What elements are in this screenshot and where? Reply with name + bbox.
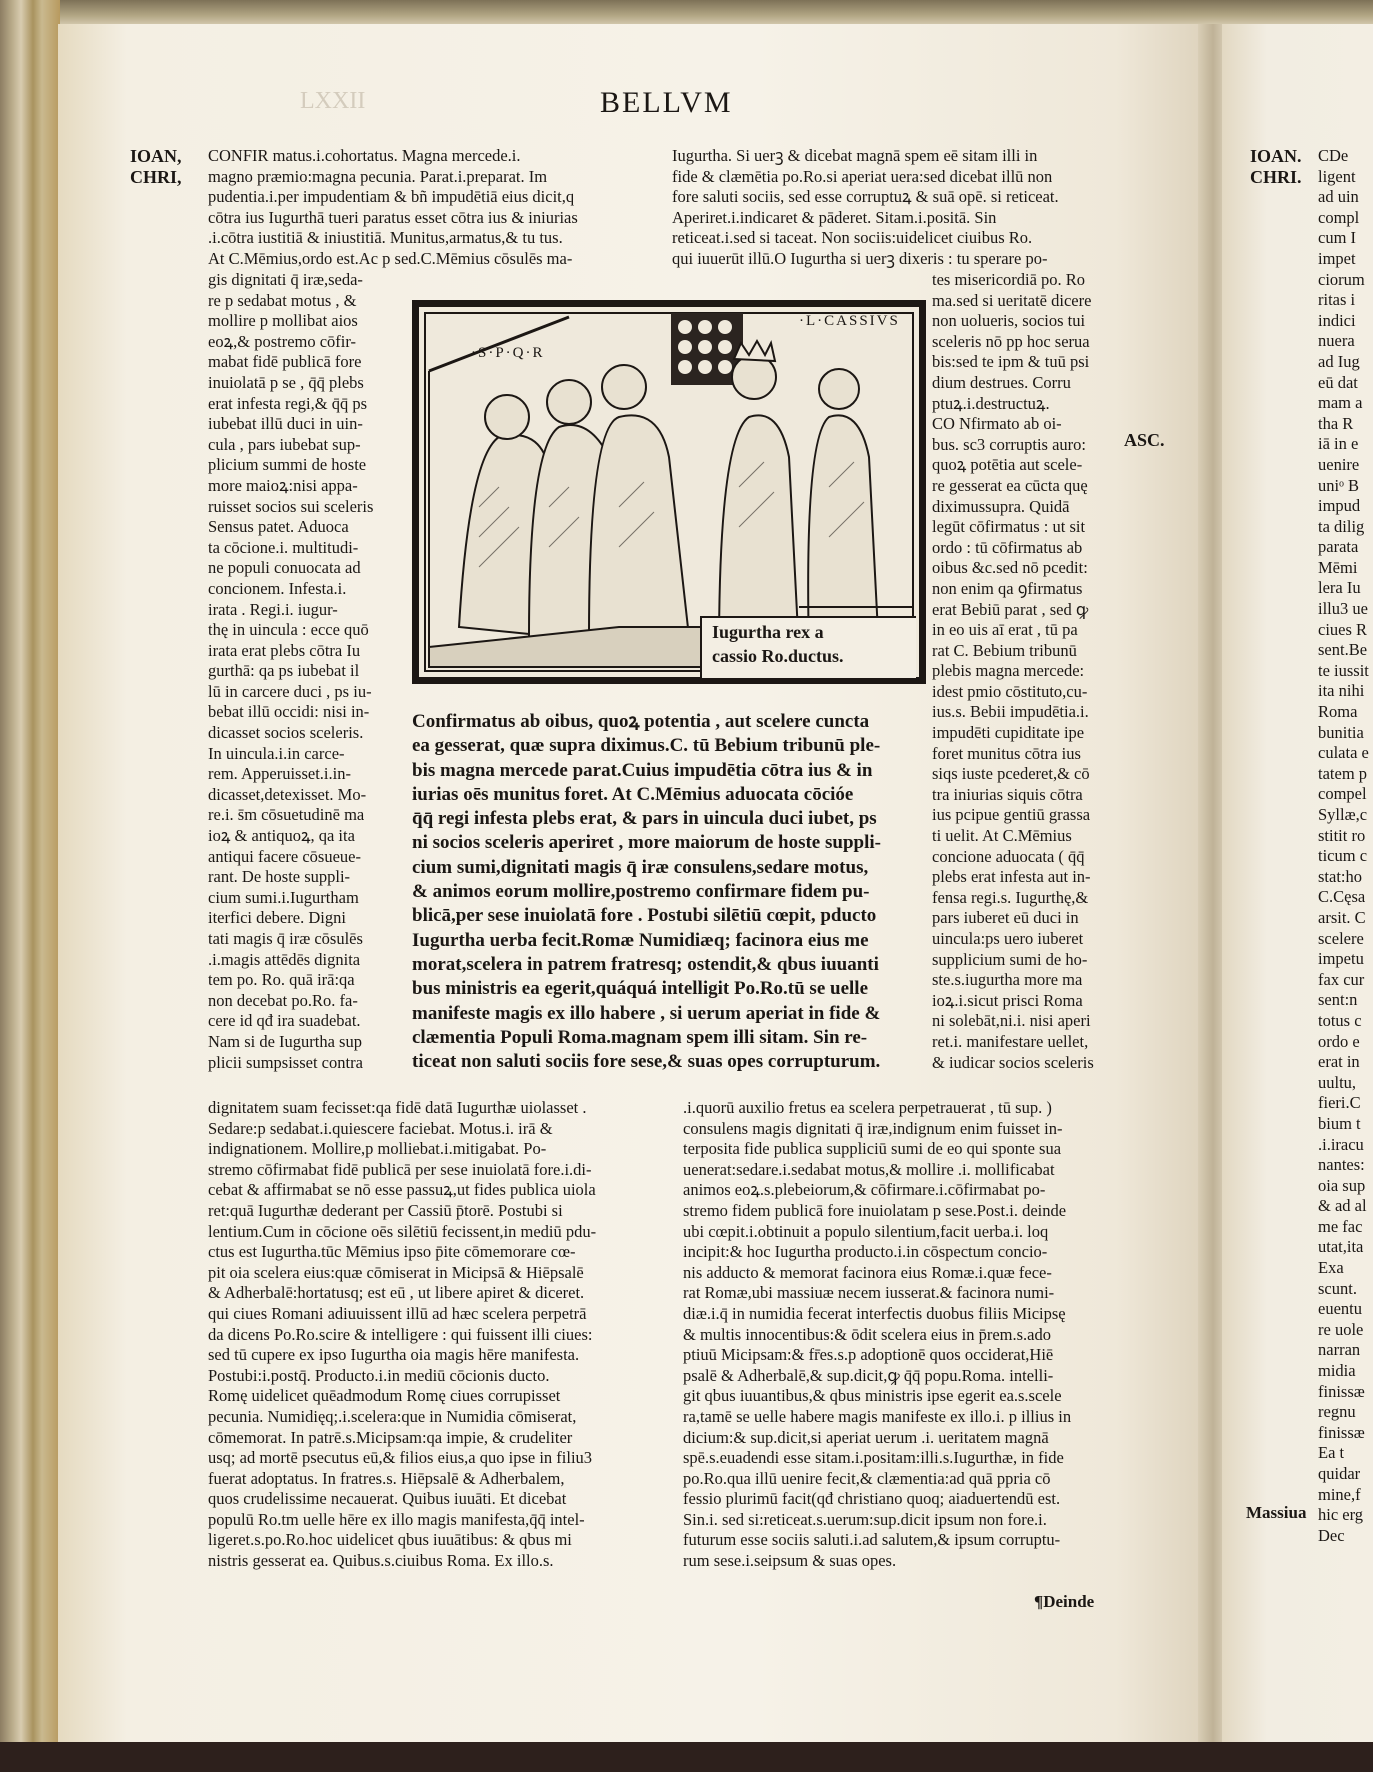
catchword: ¶Deinde: [1034, 1592, 1095, 1611]
book-top-edge: [0, 0, 1373, 26]
commentary-left-narrow: gis dignitati q̄ iræ,seda- re p sedabat motus , & mollire p mollibat aios eoꝝ,& postremo cōfir- mabat fidē publicā fore inuiolatā p se , q̄q̄ plebs erat infesta regi,& q̄q̄ ps iubebat illū duci in uin- cula , pars iubebat sup- plicium summi de hoste more maioꝝ:nisi appa- ruisset socios sui sceleris Sensus patet. Aduoca ta cōcione.i. multitudi- ne populi conuocata ad concionem. Infesta.i. irata . Regi.i. iugur- thę in uincula : ecce quō irata erat plebs cōtra Iu gurthā: qa ps iubebat il lū in carcere duci , ps iu- bebat illū occidi: nisi in- dicasset socios sceleris. In uincula.i.in carce- rem. Apperuisset.i.in- dicasset,detexisset. Mo- re.i. s̄m cōsuetudinē ma ioꝝ & antiquoꝝ, qa ita antiqui facere cōsueue- rant. De hoste suppli- cium sumi.i.Iugurtham iterfici debere. Digni tati magis q̄ iræ cōsulēs .i.magis attēdēs dignita tem po. Ro. quā irā:qa non decebat po.Ro. fa- cere id qđ ira suadebat. Nam si de Iugurtha sup plicii sumpsisset contra: [208, 270, 374, 1072]
commentary-bottom-right: .i.quorū auxilio fretus ea scelera perpetrauerat , tū sup. ) consulens magis dignitati q̄ iræ,indignum enim fuisset in- terposita fide publica suppliciū sumi de eo qui sponte sua uenerat:sedare.i.sedabat motus,& mollire .i. mollificabat animos eoꝝ.s.plebeiorum,& cōfirmare.i.cōfirmabat po- stremo fidem publicā fore inuiolatam p sese.Post.i. deinde ubi cœpit.i.obtinuit a populo silentium,facit uerba.i. loq incipit:& hoc Iugurtha producto.i.in cōspectum concio- nis adducto & memorat facinora eius Romæ.i.quæ fece- rat Romæ,ubi massiuæ necem iusserat.& facinora numi- diæ.i.q̄ in numidia fecerat interfectis duobus filiis Micipsę & multis innocentibus:& ōdit scelera eius in p̄rem.s.ado ptiuū Micipsam:& fr̄es.s.p adoptionē quos occiderat,Hiē psalē & Adherbalē,& sup.dicit,ꝙ q̄q̄ popu.Roma. intelli- git qbus iuuantibus,& qbus ministris ipse egerit ea.s.scele ra,tamē se uelle habere magis manifeste ex illo.i. p illius in dicium:& sup.dicit,si aperiat uerum .i. ueritatem magnā spē.s.euadendi esse sitam.i.positam:illi.s.Iugurthæ, in fide po.Ro.qua illū uenire fecit,& clæmentia:ad quā ppria cō fessio plurimū facit(qđ christiano quoq; aiaduertendū est. Sin.i. sed si:reticeat.s.uerum:sup.dicit ipsum non fore.i. futurum esse sociis saluti.i.ad salutem,& ipsum corruptu- rum sese.i.seipsum & suas opes.: [683, 1098, 1072, 1571]
right-margin-note-author: IOAN. CHRI.: [1250, 146, 1302, 187]
pilcrow-icon: ¶: [1034, 1592, 1044, 1611]
commentary-right-narrow: tes misericordiā po. Ro ma.sed si ueritatē dicere non uolueris, socios tui sceleris nō pp hoc serua bis:sed te ipm & tuū psi dium destrues. Corru ptuꝝ.i.destructuꝝ. CO Nfirmato ab oi- bus. sc3 corruptis auro: quoꝝ potētia aut scele- re gesserat ea cūcta quę diximussupra. Quidā legūt cōfirmatus : ut sit ordo : tū cōfirmatus ab oibus &c.sed nō pcedit: non enim qa ꝯfirmatus erat Bebiū parat , sed ꝙ in eo uis aī erat , tū pa rat C. Bebium tribunū plebis magna mercede: idest pmio cōstituto,cu- ius.s. Bebii impudētia.i. impudēti cupiditate ipe foret munitus cōtra ius siqs iuste pcederet,& cō tra iniurias siquis cōtra ius pcipue gentiū grassa ti uelit. At C.Mēmius concione aduocata ( q̄q̄ plebs erat infesta aut in- fensa regi.s. Iugurthę,& pars iuberet eū duci in uincula:ps uero iuberet supplicium sumi de ho- ste.s.iugurtha more ma ioꝝ.i.sicut prisci Roma ni solebāt,ni.i. nisi aperi ret.i. manifestare uellet, & iudicar socios sceleris: [932, 270, 1094, 1072]
woodcut-caption: Iugurtha rex a cassio Ro.ductus.: [712, 622, 844, 666]
running-head: BELLVM: [600, 86, 733, 119]
margin-note-massiua: Massiua: [1246, 1503, 1307, 1522]
main-text: Confirmatus ab oibus, quoꝝ potentia , aut scelere cuncta ea gesserat, quæ supra diximus.C. tū Bebium tribunū ple- bis magna mercede parat.Cuius impudētia cōtra ius & in iurias oēs munitus foret. At C.Mēmius aduocata cōcióe q̄q̄ regi infesta plebs erat, & pars in uincula duci iubet, ps ni socios sceleris aperiret , more maiorum de hoste suppli- cium sumi,dignitati magis q̄ iræ consulens,sedare motus, & animos eorum mollire,postremo confirmare fidem pu- blicā,per sese inuiolatā fore . Postubi silētiū cœpit, pducto Iugurtha uerba fecit.Romæ Numidiæq; facinora eius me morat,scelera in patrem fratresq; ostendit,& qbus iuuanti bus ministris ea egerit,quáquá intelligit Po.Ro.tū se uelle manifeste magis ex illo habere , si uerum aperiat in fide & clæmentia Populi Roma.magnam spem illi sitam. Sin re- ticeat non saluti sociis fore sese,& suas opes corrupturum.: [412, 711, 881, 1073]
background-cloth: [0, 1742, 1373, 1772]
book-fore-edge: [0, 0, 60, 1772]
margin-note-asc: ASC.: [1124, 430, 1165, 450]
label-spqr: ·S·P·Q·R: [471, 345, 545, 361]
margin-note-author: IOAN, CHRI,: [130, 146, 182, 187]
commentary-top-left: CONFIR matus.i.cohortatus. Magna mercede.i. magno præmio:magna pecunia. Parat.i.preparat. Im pudentia.i.per impudentiam & bñ impudētiā eius dicit,q cōtra ius Iugurthā tueri paratus esset cōtra ius & iniurias .i.cōtra iustitiā & iniustitiā. Munitus,armatus,& tu tus. At C.Mēmius,ordo est.Ac p sed.C.Mēmius cōsulēs ma-: [208, 146, 578, 268]
right-page-text: CDe ligent ad uin compl cum I impet ciorum ritas i indici nuera ad Iug eū dat mam a tha R iā in e uenire uniᵒ B impud ta dilig parata Mēmi lera Iu illu3 ue ciues R sent.Be te iussit ita nihi Roma bunitia culata e tatem p compel Syllæ,c stitit ro ticum c stat:ho C.Cęsa arsit. C scelere impetu fax cur sent:n totus c ordo e erat in uultu, fieri.C bium t .i.iracu nantes: oia sup & ad al me fac utat,ita Exa scunt. euentu re uole narran midia finissæ regnu finissæ Ea t quidar mine,f hic erg Dec: [1318, 146, 1369, 1545]
show-through-heading: LXXII: [300, 88, 366, 114]
label-cassius: ·L·CASSIVS: [799, 313, 900, 329]
commentary-bottom-left: dignitatem suam fecisset:qa fidē datā Iugurthæ uiolasset . Sedare:p sedabat.i.quiescere faciebat. Motus.i. irā & indignationem. Mollire,p molliebat.i.mitigabat. Po- stremo cōfirmabat fidē publicā per sese inuiolatā fore.i.di- cebat & affirmabat se nō esse passuꝝ,ut fides publica uiola ret:quā Iugurthæ dederant per Cassiū p̄torē. Postubi si lentium.Cum in cōcione oēs silētiū fecissent,in mediū pdu- ctus est Iugurtha.tūc Mēmius ipso p̄ite cōmemorare cœ- pit oia scelera eius:quæ cōmiserat in Micipsā & Hiēpsalē & Adherbalē:hortatusq; est eū , ut libere apiret & diceret. qui ciues Romani adiuuissent illū ad hæc scelera perpetrā da dicens Po.Ro.scire & intelligere : qui fuissent illi ciues: sed tū cupere ex ipso Iugurtha oia magis hēre manifesta. Postubi:i.postq̄. Producto.i.in mediū cōcionis ducto. Romę uidelicet quēadmodum Romę ciues corrupisset pecunia. Numidięq;.i.scelera:que in Numidia cōmiserat, cōmemorat. In patrē.s.Micipsam:qa impie, & crudeliter usq; ad mortē psecutus eū,& filios eius,a quo ipse in filiu3 fuerat adoptatus. In fratres.s. Hiēpsalē & Adherbalem, quos crudelissime necauerat. Quibus iuuāti. Et dicebat populū Ro.tm uelle hēre ex illo magis manifesta,q̄q̄ intel- ligeret.s.po.Ro.hoc uidelicet qbus iuuātibus: & qbus mi nistris gesserat ea. Quibus.s.ciuibus Roma. Ex illo.s.: [208, 1098, 597, 1571]
commentary-top-right: Iugurtha. Si uerꝫ & dicebat magnā spem eē sitam illi in fide & clæmētia po.Ro.si aperiat uera:sed dicebat illū non fore saluti sociis, sed esse corruptuꝝ & suā opē. si reticeat. Aperiret.i.indicaret & pāderet. Sitam.i.positā. Sin reticeat.i.sed si taceat. Non sociis:uidelicet ciuibus Ro. qui iuuerūt illū.O Iugurtha si uerꝫ dixeris : tu sperare po-: [672, 146, 1059, 268]
